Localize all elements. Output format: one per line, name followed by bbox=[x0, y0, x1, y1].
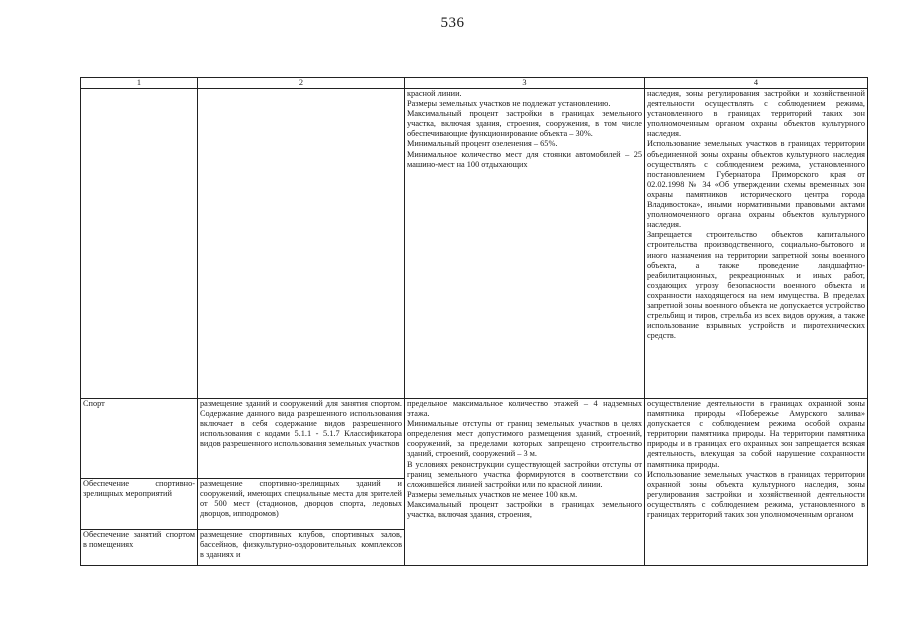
column-header-3: 3 bbox=[405, 78, 645, 89]
row1-col3: красной линии. Размеры земельных участков не подлежат установлению. Максимальный процент застройки в границах земельного участка, включая здания, строения, сооружения, в том числе обеспечивающие функционирование объекта – 30%. Минимальный процент озеленения – 65%. Минимальное количество мест для стоянки автомобилей – 25 машино-мест на 100 отдыхающих bbox=[405, 89, 645, 399]
sport-col4: осуществление деятельности в границах охранной зоны памятника природы «Побережье Амурского залива» допускается с соблюдением режима особой охраны территории памятника природы. На территории памятника природы и в границах его охранных зон запрещается всякая деятельность, влекущая за собой нарушение сохранности памятника природы. Использование земельных участков в границах территории охранной зоны объекта культурного наследия, зоны регулирования застройки и хозяйственной деятельности осуществлять с соблюдением режима, установленного в границах территорий таких зон уполномоченным органом bbox=[645, 399, 868, 566]
column-header-2: 2 bbox=[198, 78, 405, 89]
table-row-sport bbox=[81, 399, 868, 479]
sport-col2: размещение зданий и сооружений для занятия спортом. Содержание данного вида разрешенного использования включает в себя содержание видов разрешенного использования с кодами 5.1.1 - 5.1.7 Классификатора видов разрешенного использования земельных участков bbox=[198, 399, 405, 479]
page-number: 536 bbox=[440, 15, 465, 31]
table-row bbox=[81, 89, 868, 399]
events-col2: размещение спортивно-зрелищных зданий и сооружений, имеющих специальные места для зрителей от 500 мест (стадионов, дворцов спорта, ледовых дворцов, ипподромов) bbox=[198, 479, 405, 530]
row1-col4: наследия, зоны регулирования застройки и хозяйственной деятельности осуществлять с соблюдением режима, установленного в границах территорий таких зон уполномоченным органом охраны объектов культурного наследия. Использование земельных участков в границах территории объединенной зоны охраны объектов культурного наследия осуществлять с соблюдением режима, установленного постановлением Губернатора Приморского края от 02.02.1998 № 34 «Об утверждении схемы временных зон охраны памятников исторического центра города Владивостока», иными нормативными правовыми актами уполномоченного органа охраны объектов культурного наследия. Запрещается строительство объектов капитального строительства производственного, социально-бытового и иного назначения на территории запретной зоны военного объекта, а также проведение ландшафтно-реабилитационных, рекреационных и иных работ, создающих угрозу безопасности военного объекта и сохранности находящегося на нем имущества. В пределах запретной зоны военного объекта не допускается устройство стрельбищ и тиров, стрельба из всех видов оружия, а также использование взрывных устройств и пиротехнических средств. bbox=[645, 89, 868, 399]
indoor-col1: Обеспечение занятий спортом в помещениях bbox=[81, 530, 198, 566]
indoor-col2: размещение спортивных клубов, спортивных залов, бассейнов, физкультурно-оздоровительных комплексов в зданиях и bbox=[198, 530, 405, 566]
document-table bbox=[80, 77, 868, 566]
table-header-row bbox=[81, 78, 868, 89]
column-header-1: 1 bbox=[81, 78, 198, 89]
sport-col3: предельное максимальное количество этажей – 4 надземных этажа. Минимальные отступы от границ земельных участков в целях определения мест допустимого размещения зданий, строений, сооружений, за пределами которых запрещено строительство зданий, строений, сооружений – 3 м. В условиях реконструкции существующей застройки отступы от границ земельного участка формируются в соответствии со сложившейся линией застройки или по красной линии. Размеры земельных участков не менее 100 кв.м. Максимальный процент застройки в границах земельного участка, включая здания, строения, bbox=[405, 399, 645, 566]
sport-col1: Спорт bbox=[81, 399, 198, 479]
row1-col2 bbox=[198, 89, 405, 399]
column-header-4: 4 bbox=[645, 78, 868, 89]
row1-col1 bbox=[81, 89, 198, 399]
events-col1: Обеспечение спортивно-зрелищных мероприятий bbox=[81, 479, 198, 530]
